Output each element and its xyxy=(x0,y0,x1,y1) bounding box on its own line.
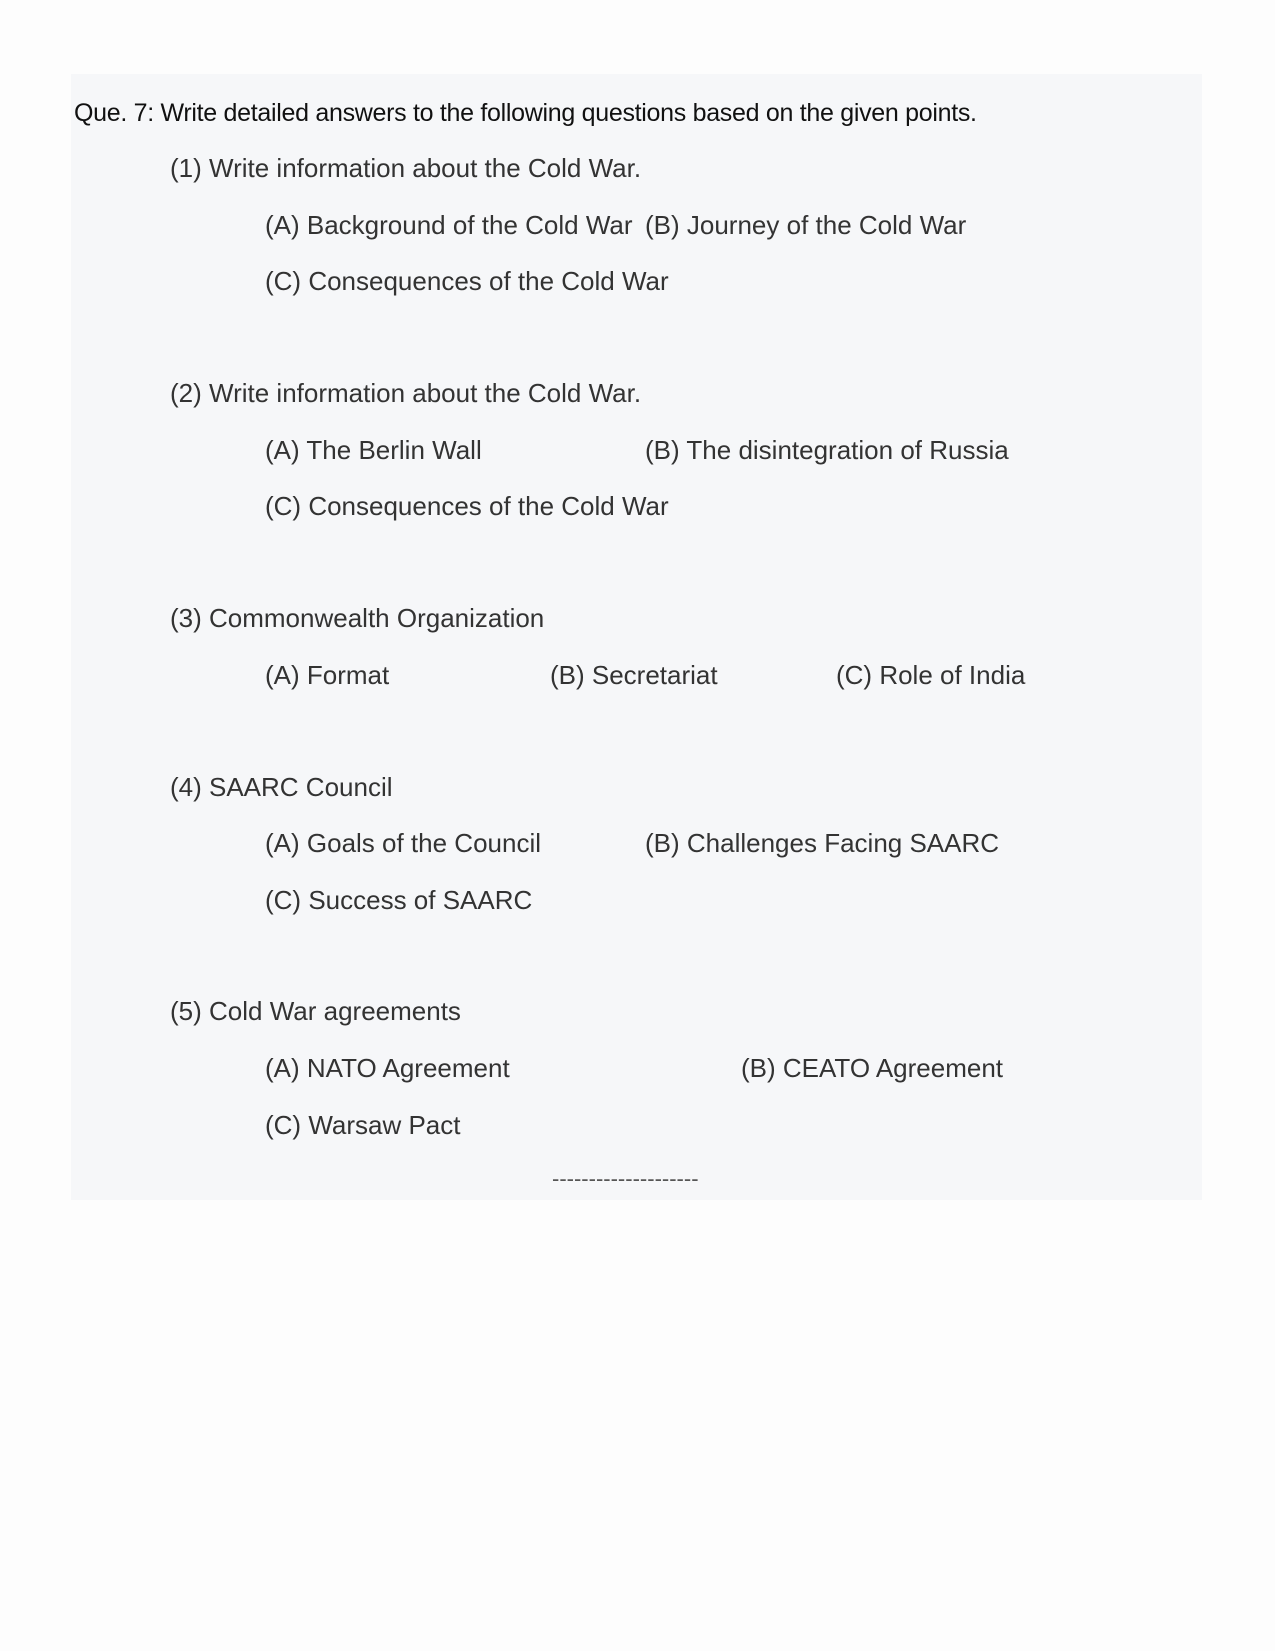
question-1-point-b: (B) Journey of the Cold War xyxy=(645,210,967,240)
question-3-title: (3) Commonwealth Organization xyxy=(170,603,545,633)
question-4-point-c: (C) Success of SAARC xyxy=(265,885,533,915)
question-4-point-b: (B) Challenges Facing SAARC xyxy=(645,828,1000,858)
end-divider: -------------------- xyxy=(552,1166,699,1191)
question-heading: Que. 7: Write detailed answers to the following questions based on the given points. xyxy=(74,99,977,127)
question-4-point-a: (A) Goals of the Council xyxy=(265,828,542,858)
question-3-point-c: (C) Role of India xyxy=(836,660,1026,690)
question-panel xyxy=(71,74,1202,1200)
question-1-title: (1) Write information about the Cold War. xyxy=(170,153,642,183)
question-2-title: (2) Write information about the Cold War. xyxy=(170,378,642,408)
question-5-point-c: (C) Warsaw Pact xyxy=(265,1110,461,1140)
question-3-point-b: (B) Secretariat xyxy=(550,660,718,690)
question-5-title: (5) Cold War agreements xyxy=(170,996,461,1026)
question-2-point-a: (A) The Berlin Wall xyxy=(265,435,482,465)
question-3-point-a: (A) Format xyxy=(265,660,390,690)
question-1-point-c: (C) Consequences of the Cold War xyxy=(265,266,669,296)
question-1-point-a: (A) Background of the Cold War xyxy=(265,210,633,240)
question-5-point-a: (A) NATO Agreement xyxy=(265,1053,510,1083)
question-2-point-c: (C) Consequences of the Cold War xyxy=(265,491,669,521)
question-4-title: (4) SAARC Council xyxy=(170,772,393,802)
question-2-point-b: (B) The disintegration of Russia xyxy=(645,435,1009,465)
question-5-point-b: (B) CEATO Agreement xyxy=(741,1053,1004,1083)
